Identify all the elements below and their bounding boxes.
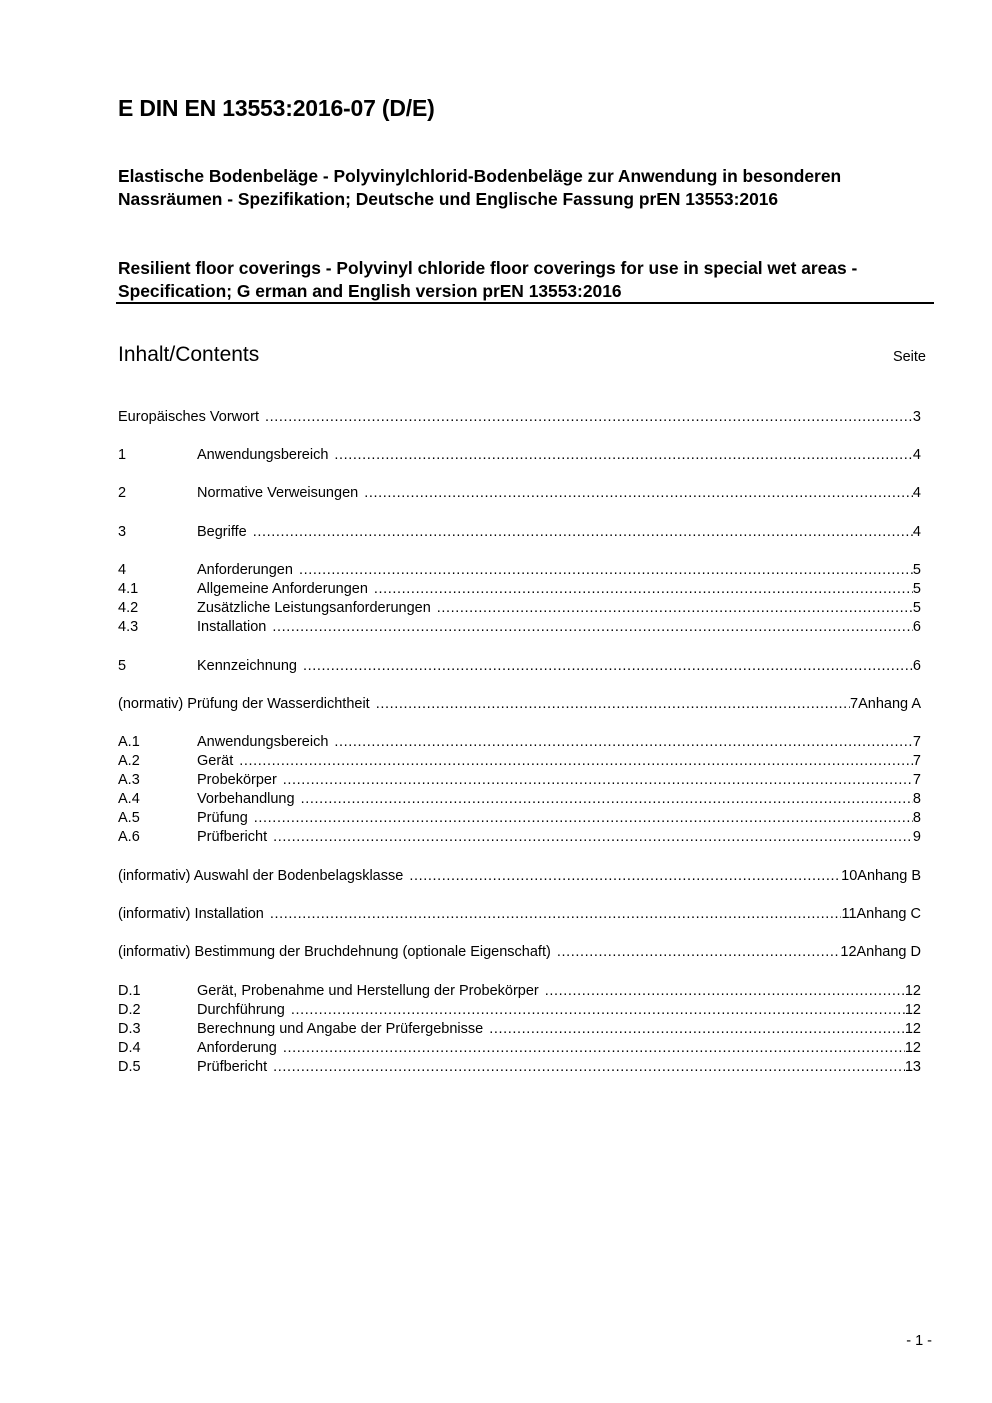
- toc-entry-page: 8: [912, 810, 921, 826]
- toc-entry-a-4[interactable]: [118, 790, 921, 809]
- toc-entry-number: D.5: [118, 1059, 141, 1075]
- toc-entry-number: 4.3: [118, 619, 139, 635]
- toc-entry-page: 5: [912, 600, 921, 616]
- toc-entry-1[interactable]: [118, 446, 921, 465]
- toc-entry-title: Prüfung: [197, 810, 248, 826]
- toc-entry-4-1[interactable]: [118, 580, 921, 599]
- toc-entry-page: 12: [904, 1002, 921, 1018]
- toc-entry-number: A.4: [118, 791, 140, 807]
- toc-entry-title: Prüfbericht: [197, 1059, 268, 1075]
- toc-entry-page: 3: [912, 409, 921, 425]
- toc-entry-4-3[interactable]: [118, 618, 921, 637]
- toc-entry-2[interactable]: [118, 484, 921, 503]
- toc-entry-number: 5: [118, 658, 127, 674]
- toc-leader-dots: [334, 733, 913, 752]
- toc-entry-page: 5: [912, 562, 921, 578]
- toc-leader-dots: [239, 752, 913, 771]
- toc-entry-a-5[interactable]: [118, 809, 921, 828]
- page-column-heading: Seite: [892, 349, 926, 365]
- title-english: Resilient floor coverings - Polyvinyl chloride floor coverings for use in special wet areas - Specification; G erman and English version prEN 13553:2016: [118, 258, 858, 301]
- toc-entry-title: (informativ) Auswahl der Bodenbelagsklasse: [118, 868, 404, 884]
- toc-entry-title: Berechnung und Angabe der Prüfergebnisse: [197, 1021, 484, 1037]
- toc-entry-number: 4.1: [118, 581, 139, 597]
- toc-entry-title: Europäisches Vorwort: [118, 409, 260, 425]
- toc-entry-number: 3: [118, 524, 127, 540]
- toc-entry-page: 4: [912, 447, 921, 463]
- toc-entry-title: Anwendungsbereich: [197, 447, 329, 463]
- toc-entry-number: A.5: [118, 810, 140, 826]
- toc-leader-dots: [303, 657, 913, 676]
- toc-entry-title: Allgemeine Anforderungen: [197, 581, 368, 597]
- toc-entry-number: 4.2: [118, 600, 139, 616]
- toc-leader-dots: [273, 828, 913, 847]
- toc-leader-dots: [283, 771, 913, 790]
- toc-entry-page: 7Anhang A: [850, 696, 921, 712]
- toc-entry-number: A.1: [118, 734, 140, 750]
- title-divider: [116, 302, 934, 304]
- toc-entry-d-4[interactable]: [118, 1039, 921, 1058]
- toc-leader-dots: [545, 982, 905, 1001]
- toc-entry-title: Zusätzliche Leistungsanforderungen: [197, 600, 431, 616]
- toc-entry-number: A.3: [118, 772, 140, 788]
- toc-entry-title: Vorbehandlung: [197, 791, 295, 807]
- page-number: - 1 -: [906, 1333, 932, 1349]
- toc-leader-dots: [265, 408, 913, 427]
- toc-entry-3[interactable]: [118, 523, 921, 542]
- toc-leader-dots: [270, 905, 842, 924]
- toc-entry-page: 7: [912, 772, 921, 788]
- title-german: Elastische Bodenbeläge - Polyvinylchlorid-Bodenbeläge zur Anwendung in besonderen Nassräumen - Spezifikation; Deutsche und Englische Fassung prEN 13553:2016: [118, 166, 842, 209]
- toc-leader-dots: [273, 1058, 905, 1077]
- toc-entry-page: 12: [904, 1021, 921, 1037]
- toc-entry-a-6[interactable]: [118, 828, 921, 847]
- toc-entry-annex-d[interactable]: [118, 943, 921, 962]
- toc-entry-number: 2: [118, 485, 127, 501]
- toc-entry-d-3[interactable]: [118, 1020, 921, 1039]
- toc-entry-title: Anforderung: [197, 1040, 277, 1056]
- toc-entry-page: 7: [912, 753, 921, 769]
- toc-entry-page: 12: [904, 983, 921, 999]
- toc-entry-d-5[interactable]: [118, 1058, 921, 1077]
- toc-entry-title: Begriffe: [197, 524, 247, 540]
- toc-leader-dots: [254, 809, 913, 828]
- toc-entry-foreword[interactable]: [118, 408, 921, 427]
- toc-entry-number: 4: [118, 562, 127, 578]
- toc-entry-title: Installation: [197, 619, 267, 635]
- toc-entry-a-3[interactable]: [118, 771, 921, 790]
- contents-heading: Inhalt/Contents: [118, 343, 260, 366]
- toc-leader-dots: [409, 867, 841, 886]
- toc-leader-dots: [376, 695, 850, 714]
- toc-entry-title: Kennzeichnung: [197, 658, 297, 674]
- toc-entry-title: (informativ) Installation: [118, 906, 264, 922]
- toc-entry-5[interactable]: [118, 657, 921, 676]
- toc-entry-annex-a[interactable]: [118, 695, 921, 714]
- toc-entry-title: Anwendungsbereich: [197, 734, 329, 750]
- toc-entry-page: 12Anhang D: [840, 944, 921, 960]
- toc-entry-a-2[interactable]: [118, 752, 921, 771]
- toc-entry-number: D.3: [118, 1021, 141, 1037]
- toc-entry-page: 13: [904, 1059, 921, 1075]
- toc-entry-number: D.2: [118, 1002, 141, 1018]
- toc-entry-d-2[interactable]: [118, 1001, 921, 1020]
- toc-entry-page: 4: [912, 485, 921, 501]
- toc-leader-dots: [253, 523, 913, 542]
- toc-entry-page: 5: [912, 581, 921, 597]
- toc-entry-page: 6: [912, 619, 921, 635]
- toc-entry-title: Normative Verweisungen: [197, 485, 359, 501]
- toc-entry-page: 6: [912, 658, 921, 674]
- toc-entry-title: Durchführung: [197, 1002, 285, 1018]
- toc-leader-dots: [557, 943, 841, 962]
- toc-entry-title: Gerät, Probenahme und Herstellung der Probekörper: [197, 983, 539, 999]
- toc-entry-page: 10Anhang B: [841, 868, 921, 884]
- toc-leader-dots: [283, 1039, 905, 1058]
- document-id: E DIN EN 13553:2016-07 (D/E): [118, 95, 435, 121]
- toc-entry-page: 9: [912, 829, 921, 845]
- toc-leader-dots: [374, 580, 913, 599]
- toc-entry-page: 4: [912, 524, 921, 540]
- toc-entry-annex-b[interactable]: [118, 867, 921, 886]
- toc-entry-d-1[interactable]: [118, 982, 921, 1001]
- toc-leader-dots: [489, 1020, 905, 1039]
- toc-entry-title: Gerät: [197, 753, 234, 769]
- toc-entry-number: A.2: [118, 753, 140, 769]
- toc-entry-annex-c[interactable]: [118, 905, 921, 924]
- toc-entry-4[interactable]: [118, 561, 921, 580]
- toc-entry-title: Probekörper: [197, 772, 277, 788]
- toc-leader-dots: [301, 790, 913, 809]
- toc-entry-page: 8: [912, 791, 921, 807]
- toc-entry-page: 11Anhang C: [841, 906, 921, 922]
- toc-leader-dots: [334, 446, 913, 465]
- toc-entry-page: 12: [904, 1040, 921, 1056]
- toc-entry-a-1[interactable]: [118, 733, 921, 752]
- toc-entry-number: D.1: [118, 983, 141, 999]
- toc-leader-dots: [291, 1001, 905, 1020]
- toc-entry-number: A.6: [118, 829, 140, 845]
- toc-leader-dots: [437, 599, 913, 618]
- toc-entry-title: (informativ) Bestimmung der Bruchdehnung (optionale Eigenschaft): [118, 944, 551, 960]
- toc-entry-page: 7: [912, 734, 921, 750]
- toc-entry-number: D.4: [118, 1040, 141, 1056]
- toc-leader-dots: [272, 618, 913, 637]
- toc-entry-4-2[interactable]: [118, 599, 921, 618]
- toc-entry-number: 1: [118, 447, 127, 463]
- toc-entry-title: (normativ) Prüfung der Wasserdichtheit: [118, 696, 370, 712]
- toc-entry-title: Anforderungen: [197, 562, 293, 578]
- toc-entry-title: Prüfbericht: [197, 829, 268, 845]
- toc-leader-dots: [299, 561, 913, 580]
- toc-leader-dots: [364, 484, 913, 503]
